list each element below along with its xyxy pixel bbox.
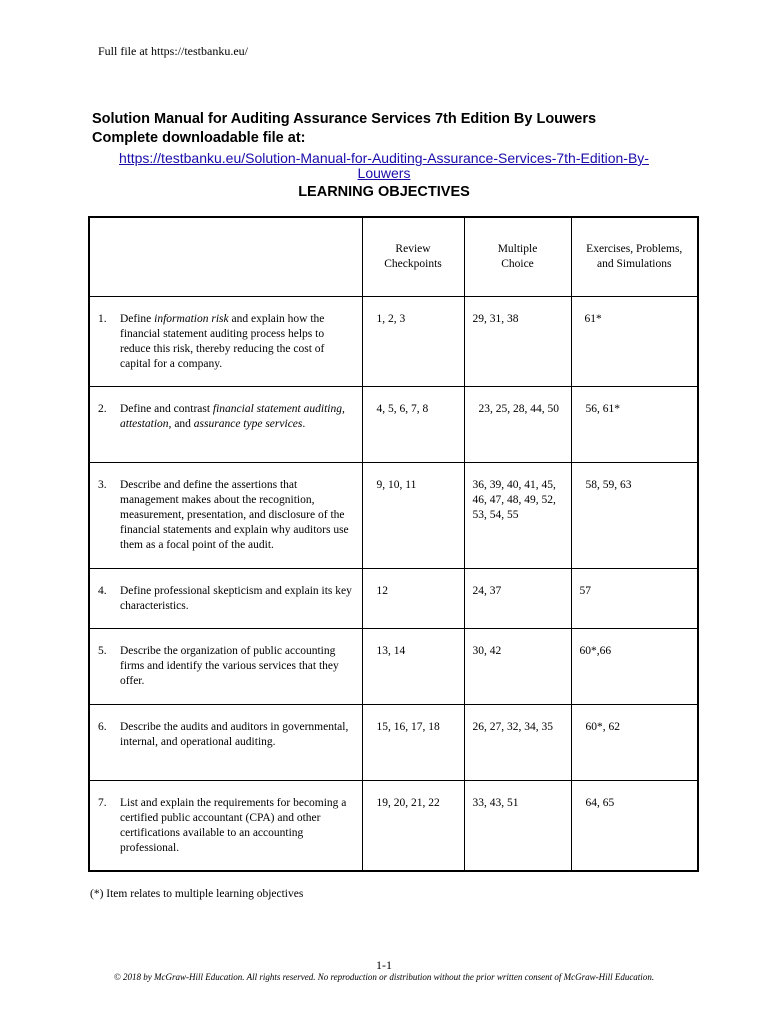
objective-cell: 1. Define information risk and explain how the financial statement auditing process helps to reduce this risk, thereby reducing the cost of capital for a company.: [90, 296, 362, 386]
title-line-1: Solution Manual for Auditing Assurance Services 7th Edition By Louwers: [92, 111, 597, 127]
objective-text: [120, 479, 349, 551]
objective-cell: 4. Define professional skepticism and explain its key characteristics.: [90, 568, 362, 628]
review-cell: 13, 14: [362, 628, 464, 704]
objective-text-fragment: Define: [120, 312, 155, 325]
mc-cell: 26, 27, 32, 34, 35: [464, 704, 571, 780]
review-cell: 9, 10, 11: [362, 462, 464, 568]
objective-text-fragment: Define professional skepticism and explain its key characteristics.: [120, 584, 352, 612]
table-row: [90, 386, 697, 462]
exercise-cell: 61*: [571, 296, 697, 386]
objective-text-fragment: Describe the audits and auditors in governmental, internal, and operational auditing.: [120, 720, 349, 748]
header-exercises: Exercises, Problems, and Simulations: [571, 218, 697, 296]
review-cell: 1, 2, 3: [362, 296, 464, 386]
objective-text: [120, 721, 348, 748]
table-header-row: [90, 218, 697, 296]
document-title: [92, 110, 596, 148]
copyright-notice: © 2018 by McGraw-Hill Education. All rights reserved. No reproduction or distribution without the prior written consent of McGraw-Hill Education.: [113, 972, 655, 982]
objective-text: [120, 585, 352, 612]
header-review-checkpoints: Review Checkpoints: [362, 218, 464, 296]
exercise-cell: 56, 61*: [571, 386, 697, 462]
objective-term: assurance type services: [193, 417, 303, 430]
objective-text-fragment: Describe and define the assertions that management makes about the recognition, measurement, presentation, and disclosure of the financial statements and explain why auditors use them as a focal point of the audit.: [120, 478, 349, 551]
objective-text-fragment: and: [171, 417, 194, 430]
objective-cell: 6. Describe the audits and auditors in governmental, internal, and operational auditing.: [90, 704, 362, 780]
objective-text: [120, 403, 345, 430]
objective-text-fragment: Describe the organization of public accounting firms and identify the various services that they offer.: [120, 644, 339, 687]
mc-cell: 29, 31, 38: [464, 296, 571, 386]
exercise-cell: 60*, 62: [571, 704, 697, 780]
objective-term: information risk: [154, 312, 229, 325]
objective-term: financial statement auditing, attestation,: [120, 402, 345, 430]
footnote: (*) Item relates to multiple learning objectives: [90, 888, 304, 900]
exercise-cell: 58, 59, 63: [571, 462, 697, 568]
exercise-cell: 60*,66: [571, 628, 697, 704]
table-row: [90, 568, 697, 628]
mc-cell: 30, 42: [464, 628, 571, 704]
mc-cell: 36, 39, 40, 41, 45, 46, 47, 48, 49, 52, 53, 54, 55: [464, 462, 571, 568]
exercise-cell: 64, 65: [571, 780, 697, 870]
objective-text-fragment: List and explain the requirements for becoming a certified public accountant (CPA) and other certifications available to an accounting professional.: [120, 796, 347, 854]
mc-cell: 24, 37: [464, 568, 571, 628]
mc-cell: 33, 43, 51: [464, 780, 571, 870]
table-row: [90, 628, 697, 704]
download-link-line-2[interactable]: Louwers: [357, 165, 411, 181]
objective-text-fragment: and explain how the financial statement auditing process helps to reduce this risk, thereby reducing the cost of capital for a company.: [120, 312, 325, 370]
objective-text: [120, 645, 339, 687]
review-cell: 4, 5, 6, 7, 8: [362, 386, 464, 462]
objective-text: [120, 313, 324, 370]
exercise-cell: 57: [571, 568, 697, 628]
full-file-note: Full file at https://testbanku.eu/: [98, 44, 248, 58]
review-cell: 12: [362, 568, 464, 628]
objective-cell: 7. List and explain the requirements for becoming a certified public accountant (CPA) and other certifications available to an accounting professional.: [90, 780, 362, 870]
review-cell: 15, 16, 17, 18: [362, 704, 464, 780]
learning-objectives-table: [88, 216, 699, 872]
objective-text: [120, 797, 346, 854]
page-number: 1-1: [376, 958, 392, 972]
mc-cell: 23, 25, 28, 44, 50: [464, 386, 571, 462]
objective-cell: 5. Describe the organization of public accounting firms and identify the various services that they offer.: [90, 628, 362, 704]
table-row: [90, 462, 697, 568]
section-heading: LEARNING OBJECTIVES: [298, 184, 470, 200]
objective-text-fragment: .: [302, 417, 306, 430]
objective-cell: 3. Describe and define the assertions that management makes about the recognition, measurement, presentation, and disclosure of the financial statements and explain why auditors use them as a focal point of the audit.: [90, 462, 362, 568]
objective-cell: 2. Define and contrast financial statement auditing, attestation, and assurance type services.: [90, 386, 362, 462]
objective-text-fragment: Define and contrast: [120, 402, 213, 415]
table-row: [90, 704, 697, 780]
review-cell: 19, 20, 21, 22: [362, 780, 464, 870]
table-row: [90, 296, 697, 386]
download-link[interactable]: [0, 151, 768, 181]
header-multiple-choice: Multiple Choice: [464, 218, 571, 296]
download-link-line-1[interactable]: https://testbanku.eu/Solution-Manual-for-Auditing-Assurance-Services-7th-Edition-By-: [119, 150, 649, 166]
table-row: [90, 780, 697, 870]
header-objective-cell: [90, 218, 362, 296]
title-line-2: Complete downloadable file at:: [92, 130, 306, 146]
